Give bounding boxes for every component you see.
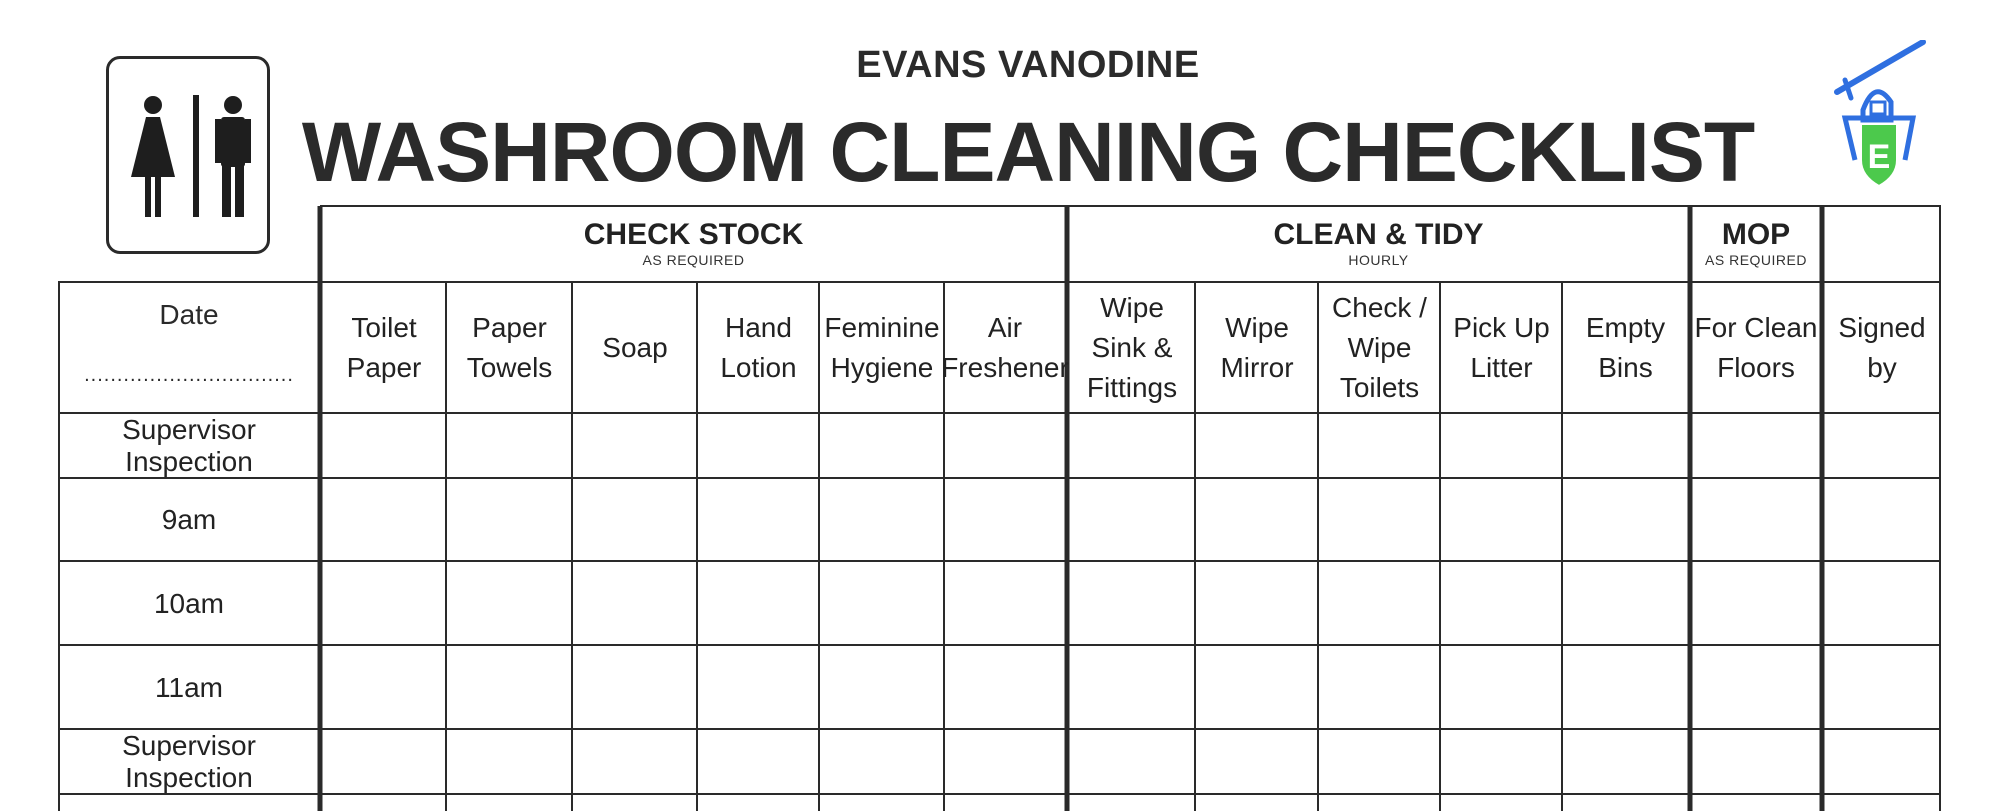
check-cell[interactable] xyxy=(698,479,818,561)
check-cell[interactable] xyxy=(573,414,696,478)
check-cell[interactable] xyxy=(322,479,445,561)
check-cell[interactable] xyxy=(945,479,1067,561)
check-cell[interactable] xyxy=(573,479,696,561)
check-cell[interactable] xyxy=(573,646,696,729)
check-cell[interactable] xyxy=(1196,479,1317,561)
check-cell[interactable] xyxy=(820,414,943,478)
check-cell[interactable] xyxy=(1196,646,1317,729)
check-cell[interactable] xyxy=(1692,562,1822,645)
check-cell[interactable] xyxy=(1069,562,1194,645)
check-cell[interactable] xyxy=(1563,414,1690,478)
check-cell[interactable] xyxy=(573,730,696,794)
check-cell[interactable] xyxy=(447,562,571,645)
check-cell[interactable] xyxy=(447,479,571,561)
group-mop xyxy=(1692,208,1820,280)
check-cell[interactable] xyxy=(945,646,1067,729)
check-cell[interactable] xyxy=(1441,414,1561,478)
check-cell[interactable] xyxy=(945,562,1067,645)
check-cell[interactable] xyxy=(945,414,1067,478)
check-cell[interactable] xyxy=(820,562,943,645)
column-paper-towels: Paper Towels xyxy=(466,311,553,383)
check-cell[interactable] xyxy=(1319,646,1439,729)
page-title: WASHROOM CLEANING CHECKLIST xyxy=(301,105,1755,199)
group-check-stock xyxy=(322,208,1065,280)
column-empty-bins: Empty Bins xyxy=(1585,311,1666,383)
check-cell[interactable] xyxy=(698,414,818,478)
date-field[interactable] xyxy=(60,283,318,412)
check-cell[interactable] xyxy=(1563,730,1690,794)
check-cell[interactable] xyxy=(1824,414,1938,478)
column-for-clean-floors: For Clean Floors xyxy=(1694,311,1818,383)
check-cell[interactable] xyxy=(820,646,943,729)
date-entry-line: ................................ xyxy=(84,364,294,386)
column-air-freshener: Air Freshener xyxy=(941,311,1069,383)
column-feminine-hygiene: Feminine Hygiene xyxy=(824,311,940,383)
group-frequency: AS REQUIRED xyxy=(642,252,745,268)
row-label-9am: 9am xyxy=(161,504,217,535)
check-cell[interactable] xyxy=(1441,730,1561,794)
check-cell[interactable] xyxy=(1824,646,1938,729)
check-cell[interactable] xyxy=(1563,562,1690,645)
row-label-11am: 11am xyxy=(155,671,223,703)
group-label: CLEAN & TIDY xyxy=(1273,218,1484,251)
check-cell[interactable] xyxy=(322,646,445,729)
check-cell[interactable] xyxy=(1069,414,1194,478)
check-cell[interactable] xyxy=(698,730,818,794)
check-cell[interactable] xyxy=(1824,479,1938,561)
group-label: CHECK STOCK xyxy=(583,218,804,251)
check-cell[interactable] xyxy=(1319,562,1439,645)
check-cell[interactable] xyxy=(1441,479,1561,561)
group-frequency: AS REQUIRED xyxy=(1705,252,1807,268)
check-cell[interactable] xyxy=(1441,646,1561,729)
check-cell[interactable] xyxy=(1692,730,1822,794)
group-frequency: HOURLY xyxy=(1348,252,1409,268)
date-label: Date xyxy=(159,299,219,330)
check-cell[interactable] xyxy=(447,646,571,729)
check-cell[interactable] xyxy=(1069,646,1194,729)
check-cell[interactable] xyxy=(1319,414,1439,478)
check-cell[interactable] xyxy=(1824,562,1938,645)
row-label-supervisor-inspection: Supervisor Inspection xyxy=(122,414,256,477)
group-clean-tidy xyxy=(1069,208,1688,280)
company-name: EVANS VANODINE xyxy=(856,44,1200,86)
check-cell[interactable] xyxy=(698,646,818,729)
check-cell[interactable] xyxy=(820,730,943,794)
check-cell[interactable] xyxy=(573,562,696,645)
check-cell[interactable] xyxy=(1319,730,1439,794)
check-cell[interactable] xyxy=(322,414,445,478)
column-signed-by: Signed by xyxy=(1838,311,1926,383)
check-cell[interactable] xyxy=(1692,646,1822,729)
check-cell[interactable] xyxy=(447,730,571,794)
check-cell[interactable] xyxy=(322,730,445,794)
check-cell[interactable] xyxy=(1196,562,1317,645)
check-cell[interactable] xyxy=(820,479,943,561)
row-label-supervisor-inspection: Supervisor Inspection xyxy=(122,730,256,793)
check-cell[interactable] xyxy=(1196,730,1317,794)
check-cell[interactable] xyxy=(447,414,571,478)
check-cell[interactable] xyxy=(1692,414,1822,478)
check-cell[interactable] xyxy=(1319,479,1439,561)
check-cell[interactable] xyxy=(1563,479,1690,561)
check-cell[interactable] xyxy=(1441,562,1561,645)
check-cell[interactable] xyxy=(698,562,818,645)
check-cell[interactable] xyxy=(1069,479,1194,561)
column-toilet-paper: Toilet Paper xyxy=(346,311,422,383)
column-hand-lotion: Hand Lotion xyxy=(720,311,797,383)
column-wipe-mirror: Wipe Mirror xyxy=(1220,311,1294,383)
column-soap: Soap xyxy=(602,331,668,363)
svg-text:E: E xyxy=(1867,138,1891,176)
row-label-10am: 10am xyxy=(153,587,225,619)
check-cell[interactable] xyxy=(1196,414,1317,478)
column-pick-up-litter: Pick Up Litter xyxy=(1453,311,1550,383)
check-cell[interactable] xyxy=(1824,730,1938,794)
check-cell[interactable] xyxy=(945,730,1067,794)
check-cell[interactable] xyxy=(322,562,445,645)
check-cell[interactable] xyxy=(1692,479,1822,561)
group-label: MOP xyxy=(1721,218,1791,251)
column-wipe-sink-fittings: Wipe Sink & Fittings xyxy=(1086,291,1178,403)
column-check-wipe-toilets: Check / Wipe Toilets xyxy=(1332,291,1427,403)
check-cell[interactable] xyxy=(1563,646,1690,729)
check-cell[interactable] xyxy=(1069,730,1194,794)
